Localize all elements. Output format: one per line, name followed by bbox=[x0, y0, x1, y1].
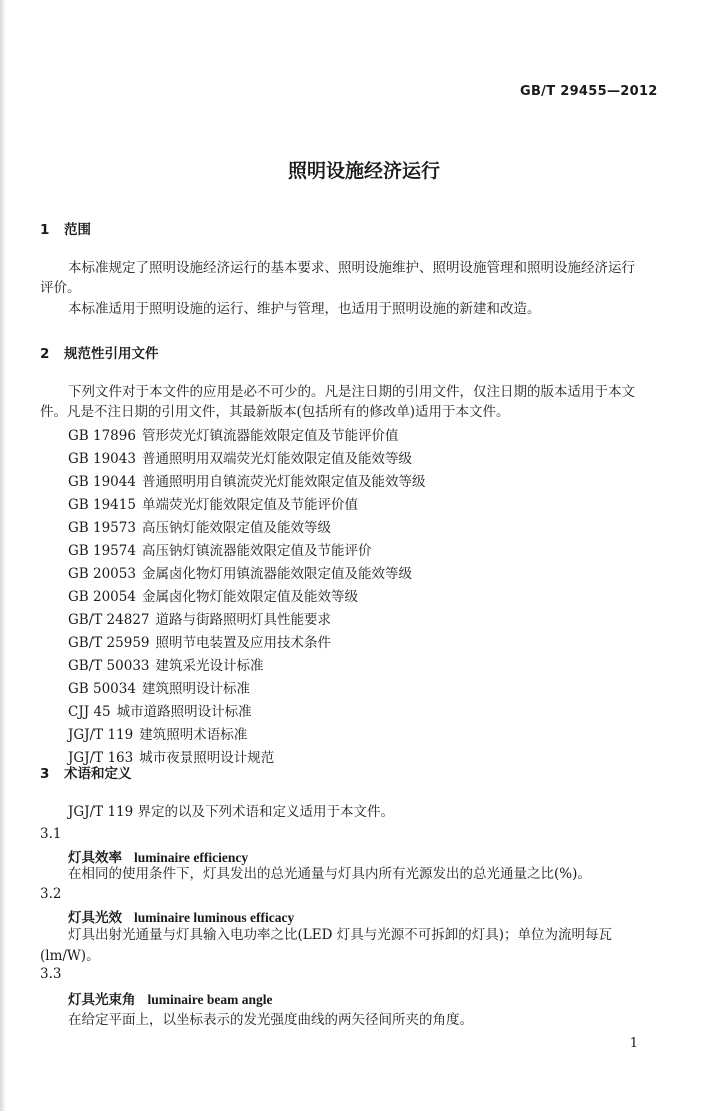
term-definition: 在给定平面上，以坐标表示的发光强度曲线的两矢径间所夹的角度。 bbox=[68, 1012, 473, 1028]
term-name-en: luminaire efficiency bbox=[134, 850, 249, 865]
term-name-cn: 灯具效率 bbox=[68, 850, 122, 866]
reference-item: GB 19044 普通照明用自镇流荧光灯能效限定值及能效等级 bbox=[68, 474, 426, 490]
term-number: 3.1 bbox=[40, 826, 62, 842]
section-3-heading bbox=[40, 762, 132, 782]
reference-item: GB/T 50033 建筑采光设计标准 bbox=[68, 658, 264, 674]
reference-item: GB 19573 高压钠灯能效限定值及能效等级 bbox=[68, 520, 331, 536]
reference-item: GB/T 24827 道路与街路照明灯具性能要求 bbox=[68, 612, 331, 628]
section-2-heading bbox=[40, 342, 159, 362]
term-name-cn: 灯具光效 bbox=[68, 910, 122, 926]
normative-intro-line2: 件。凡是不注日期的引用文件，其最新版本(包括所有的修改单)适用于本文件。 bbox=[40, 404, 510, 420]
section-number: 2 bbox=[40, 346, 50, 362]
reference-item: GB 20053 金属卤化物灯用镇流器能效限定值及能效等级 bbox=[68, 566, 412, 582]
scope-para1-line2: 评价。 bbox=[40, 280, 81, 296]
scope-para1-line1: 本标准规定了照明设施经济运行的基本要求、照明设施维护、照明设施管理和照明设施经济运行 bbox=[68, 260, 635, 276]
terms-intro: JGJ/T 119 界定的以及下列术语和定义适用于本文件。 bbox=[68, 804, 395, 820]
page-number: 1 bbox=[629, 1036, 638, 1051]
section-number: 1 bbox=[40, 222, 50, 238]
reference-item: GB/T 25959 照明节电装置及应用技术条件 bbox=[68, 635, 331, 651]
reference-item: CJJ 45 城市道路照明设计标准 bbox=[68, 704, 252, 720]
reference-item: GB 50034 建筑照明设计标准 bbox=[68, 681, 250, 697]
standard-code: GB/T 29455—2012 bbox=[520, 84, 658, 99]
reference-item: JGJ/T 119 建筑照明术语标准 bbox=[68, 727, 248, 743]
section-title: 范围 bbox=[64, 222, 91, 238]
term-number: 3.2 bbox=[40, 886, 62, 902]
reference-item: GB 19415 单端荧光灯能效限定值及节能评价值 bbox=[68, 497, 358, 513]
term-heading bbox=[68, 988, 273, 1008]
term-number: 3.3 bbox=[40, 966, 62, 982]
reference-item: GB 19574 高压钠灯镇流器能效限定值及节能评价 bbox=[68, 543, 372, 559]
scope-para2: 本标准适用于照明设施的运行、维护与管理，也适用于照明设施的新建和改造。 bbox=[68, 301, 541, 317]
term-name-cn: 灯具光束角 bbox=[68, 992, 136, 1008]
section-number: 3 bbox=[40, 766, 50, 782]
term-definition-cont: (lm/W)。 bbox=[40, 948, 100, 964]
reference-item: GB 19043 普通照明用双端荧光灯能效限定值及能效等级 bbox=[68, 451, 412, 467]
reference-list bbox=[68, 425, 425, 770]
term-name-en: luminaire luminous efficacy bbox=[134, 910, 295, 925]
section-title: 术语和定义 bbox=[64, 766, 132, 782]
reference-item: GB 17896 管形荧光灯镇流器能效限定值及节能评价值 bbox=[68, 428, 399, 444]
term-definition: 在相同的使用条件下，灯具发出的总光通量与灯具内所有光源发出的总光通量之比(%)。 bbox=[68, 866, 591, 882]
reference-item: GB 20054 金属卤化物灯能效限定值及能效等级 bbox=[68, 589, 358, 605]
document-title: 照明设施经济运行 bbox=[287, 160, 440, 182]
term-name-en: luminaire beam angle bbox=[147, 992, 273, 1007]
normative-intro-line1: 下列文件对于本文件的应用是必不可少的。凡是注日期的引用文件，仅注日期的版本适用于本文 bbox=[68, 384, 635, 400]
section-title: 规范性引用文件 bbox=[64, 346, 159, 362]
term-definition: 灯具出射光通量与灯具输入电功率之比(LED 灯具与光源不可拆卸的灯具)；单位为流明每瓦 bbox=[68, 927, 612, 943]
reference-item: JGJ/T 163 城市夜景照明设计规范 bbox=[68, 750, 275, 766]
section-1-heading bbox=[40, 218, 91, 238]
